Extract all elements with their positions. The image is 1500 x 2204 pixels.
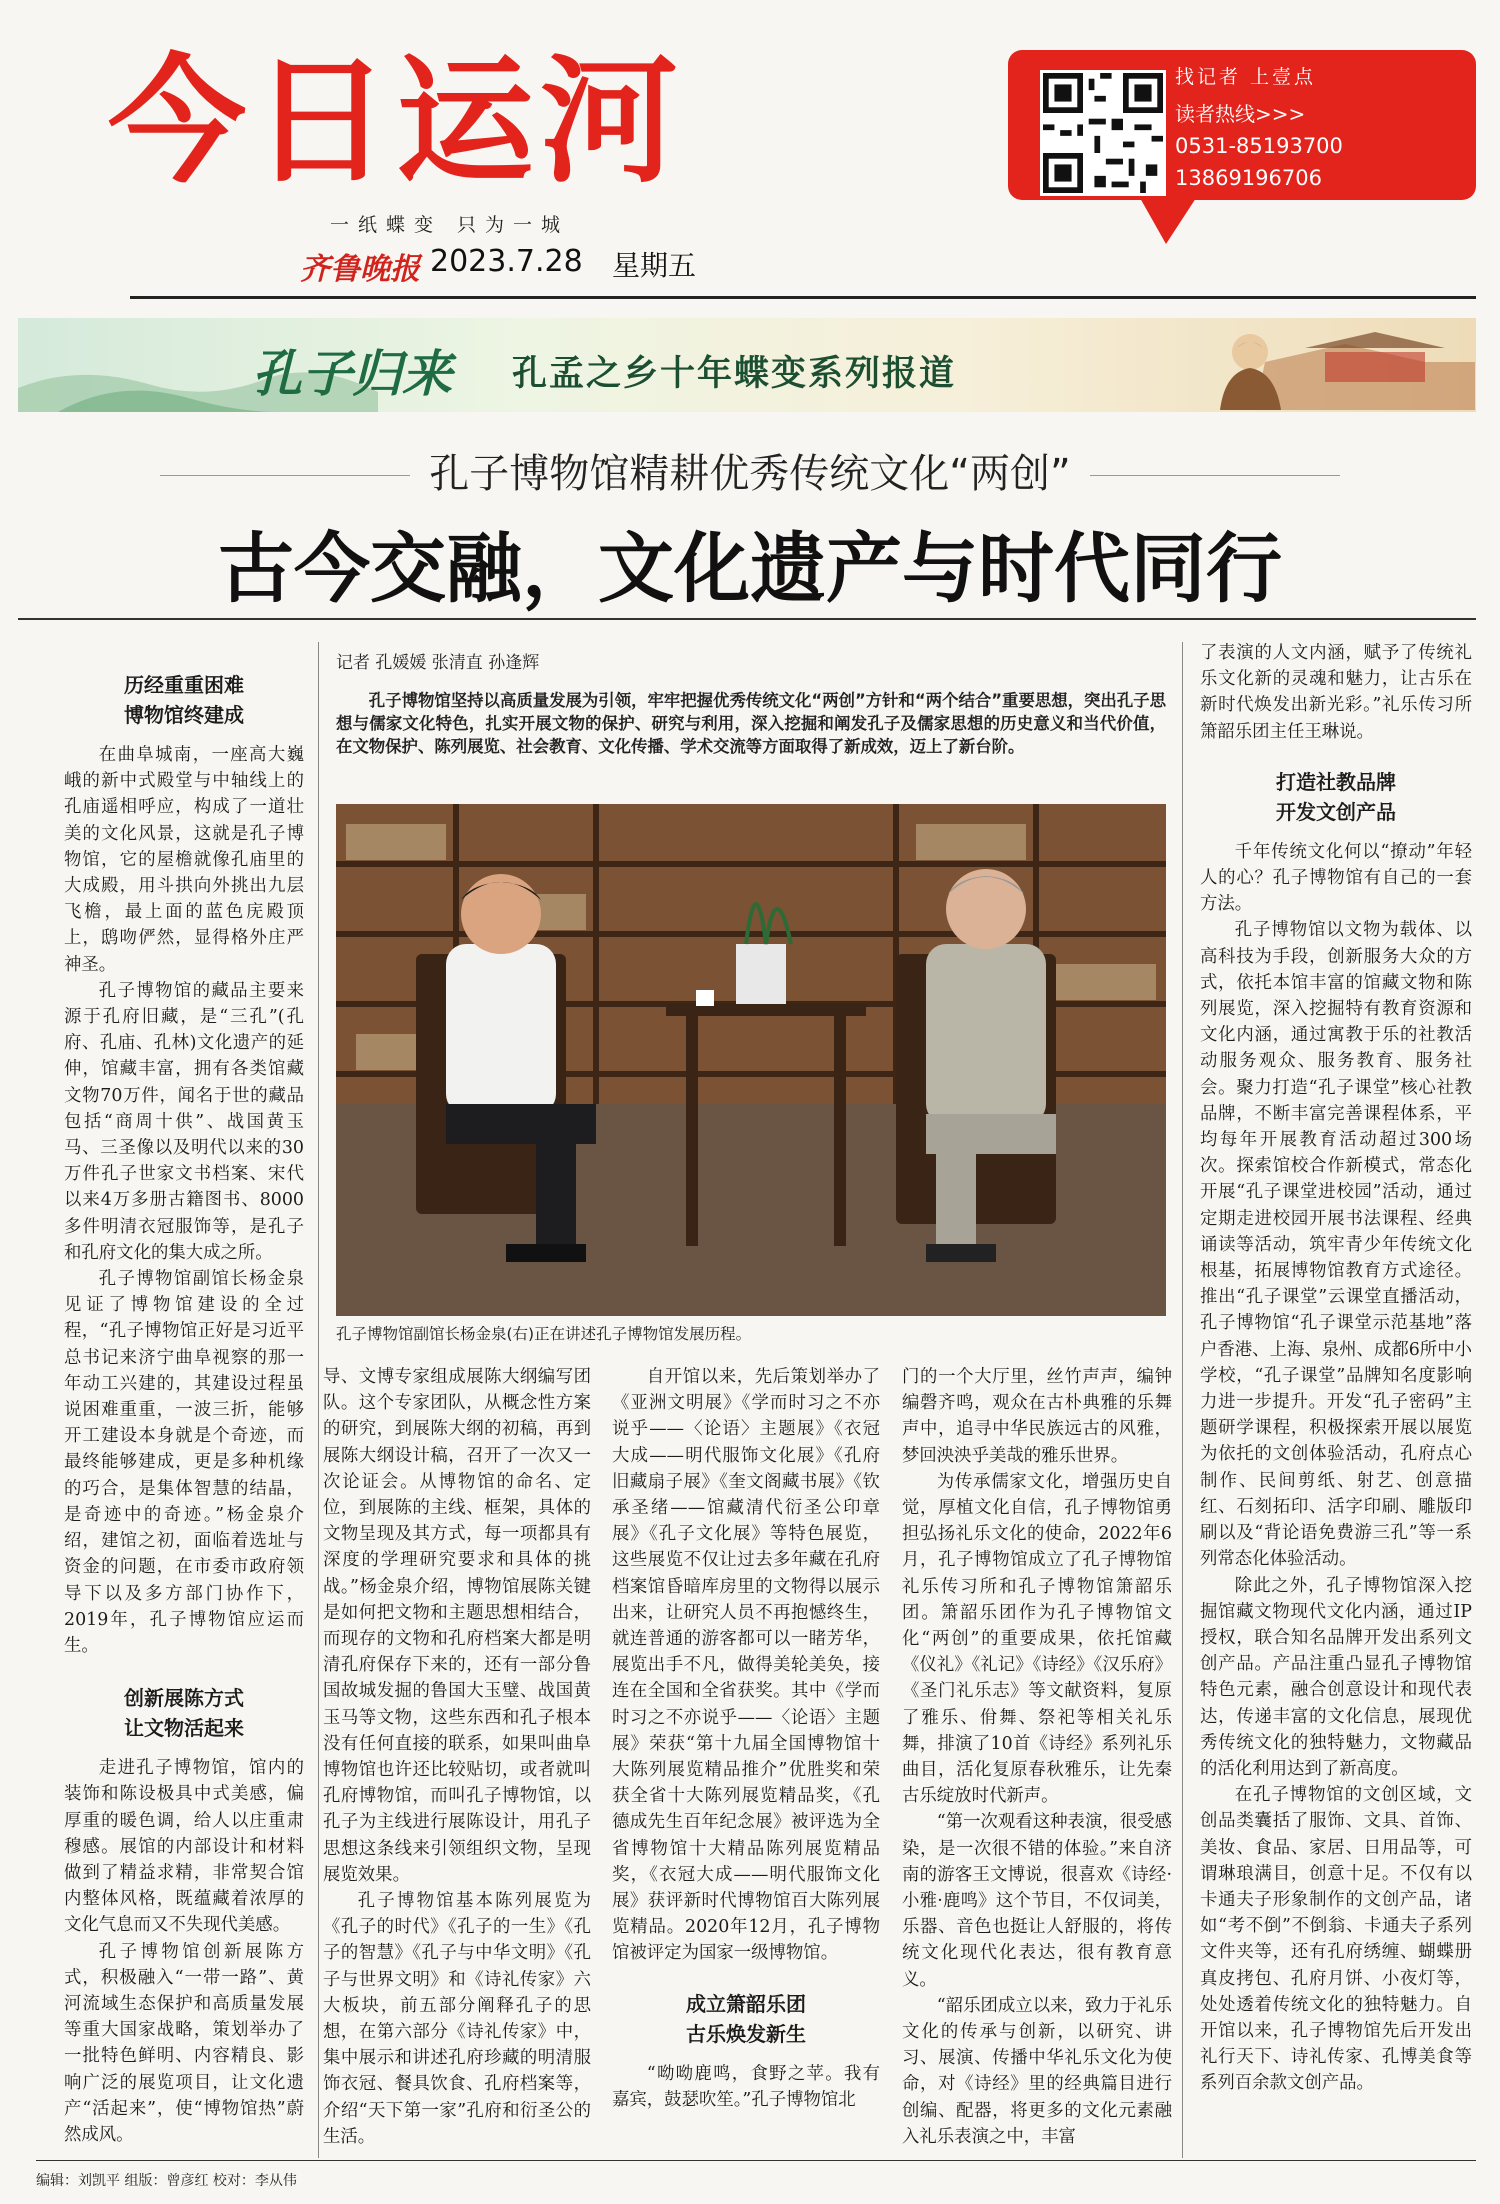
paragraph: 除此之外，孔子博物馆深入挖掘馆藏文物现代文化内涵，通过IP授权，联合知名品牌开发出系列文创产品。产品注重凸显孔子博物馆特色元素，融合创意设计和现代表达，传递丰富的文化信息，展现优秀传统文化的独特魅力，文物藏品的活化利用达到了新高度。 [1200,1575,1472,1779]
paragraph: 孔子博物馆以文物为载体、以高科技为手段，创新服务大众的方式，依托本馆丰富的馆藏文物和陈列展览，深入挖掘特有教育资源和文化内涵，通过寓教于乐的社教活动服务观众、服务教育、服务社会。聚力打造“孔子课堂”核心社教品牌，不断丰富完善课程体系，平均每年开展教育活动超过300场次。探索馆校合作新模式，常态化开展“孔子课堂进校园”活动，通过定期走进校园开展书法课程、经典诵读等活动，筑牢青少年传统文化根基，拓展博物馆教育方式途径。推出“孔子课堂”云课堂直播活动，孔子博物馆“孔子课堂示范基地”落户香港、上海、泉州、成都6所中小学校，“孔子课堂”品牌知名度影响力进一步提升。开发“孔子密码”主题研学课程，积极探索开展以展览为依托的文创体验活动，孔府点心制作、民间剪纸、射艺、创意描红、石刻拓印、活字印刷、雕版印刷以及“背论语免费游三孔”等一系列常态化体验活动。 [1200,920,1472,1570]
subhead-line: 成立箫韶乐团 [686,1991,806,2016]
paragraph: 孔子博物馆基本陈列展览为《孔子的时代》《孔子的一生》《孔子的智慧》《孔子与中华文明》《孔子与世界文明》和《诗礼传家》六大板块，前五部分阐释孔子的思想，在第六部分《诗礼传家》中，集中展示和讲述孔府珍藏的明清服饰衣冠、餐具饮食、孔府档案等，介绍“天下第一家”孔府和衍圣公的生活。 [323,1891,591,2147]
column-2 [323,1364,591,2154]
hotline-phone-1[interactable]: 0531-85193700 [1175,134,1343,158]
column-3 [612,1364,880,2154]
column-divider [1182,642,1183,2158]
column-divider [318,642,319,2158]
paragraph: 孔子博物馆的藏品主要来源于孔府旧藏，是“三孔”(孔府、孔庙、孔林)文化遗产的延伸，馆藏丰富，拥有各类馆藏文物70万件，闻名于世的藏品包括“商周十供”、战国黄玉马、三圣像以及明代以来的30万件孔子世家文书档案、宋代以来4万多册古籍图书、8000多件明清衣冠服饰等，是孔子和孔府文化的集大成之所。 [64,980,304,1263]
paragraph: 门的一个大厅里，丝竹声声，编钟编磬齐鸣，观众在古朴典雅的乐舞声中，追寻中华民族远古的风雅，梦回泱泱乎美哉的雅乐世界。 [902,1367,1172,1466]
masthead-title: 今日运河 [108,41,685,202]
footer-rule [36,2160,1476,2161]
paragraph: 了表演的人文内涵，赋予了传统礼乐文化新的灵魂和魅力，让古乐在新时代焕发出新光彩。”礼乐传习所箫韶乐团主任王琳说。 [1200,643,1472,742]
footer-credits: 编辑：刘凯平 组版：曾彦红 校对：李从伟 [36,2173,297,2189]
subhead-line: 古乐焕发新生 [686,2021,806,2046]
masthead-slogan: 一纸蝶变 只为一城 [330,214,570,236]
hotline-speech-tail [1140,198,1196,244]
subhead-line: 让文物活起来 [124,1716,244,1741]
paragraph [64,2148,304,2150]
subhead-line: 开发文创产品 [1276,799,1396,824]
subhead-line: 博物馆终建成 [124,703,244,727]
paper-name-logo: 齐鲁晚报 [300,252,420,287]
paragraph: 走进孔子博物馆，馆内的装饰和陈设极具中式美感，偏厚重的暖色调，给人以庄重肃穆感。展馆的内部设计和材料做到了精益求精，非常契合馆内整体风格，既蕴藏着浓厚的文化气息而又不失现代美感。 [64,1758,304,1936]
kicker-headline: 孔子博物馆精耕优秀传统文化“两创” [410,442,1090,499]
headline-divider [18,618,1476,620]
main-headline: 古今交融，文化遗产与时代同行 [218,524,1282,613]
paragraph: “韶乐团成立以来，致力于礼乐文化的传承与创新，以研究、讲习、展演、传播中华礼乐文化为使命，对《诗经》里的经典篇目进行创编、配器，将更多的文化元素融入礼乐表演之中，丰富 [902,1995,1172,2147]
column-4 [902,1364,1172,2154]
paragraph: 自开馆以来，先后策划举办了《亚洲文明展》《学而时习之不亦说乎——〈论语〉主题展》《衣冠大成——明代服饰文化展》《孔府旧藏扇子展》《奎文阁藏书展》《钦承圣绪——馆藏清代衍圣公印章展》《孔子文化展》等特色展览，这些展览不仅让过去多年藏在孔府档案馆昏暗库房里的文物得以展示出来，让研究人员不再抱憾终生，就连普通的游客都可以一睹芳华，展览出手不凡，做得美轮美奂，接连在全国和全省获奖。其中《学而时习之不亦说乎——〈论语〉主题展》荣获“第十九届全国博物馆十大陈列展览精品推介”优胜奖和荣获全省十大陈列展览精品奖，《孔德成先生百年纪念展》被评选为全省博物馆十大精品陈列展览精品奖，《衣冠大成——明代服饰文化展》获评新时代博物馆百大陈列展览精品。2020年12月，孔子博物馆被评定为国家一级博物馆。 [612,1367,880,1964]
confucius-temple-illustration [1195,322,1475,410]
interview-photo [336,804,1166,1316]
subhead-line: 创新展陈方式 [124,1686,244,1711]
paragraph: 导、文博专家组成展陈大纲编写团队。这个专家团队，从概念性方案的研究，到展陈大纲的初稿，再到展陈大纲设计稿，召开了一次又一次论证会。从博物馆的命名、定位，到展陈的主线、框架，具体的文物呈现及其方式，每一项都具有深度的学理研究要求和具体的挑战。”杨金泉介绍，博物馆展陈关键是如何把文物和主题思想相结合，而现存的文物和孔府档案大都是明清孔府保存下来的，还有一部分鲁国故城发掘的鲁国大玉璧、战国黄玉马等文物，这些东西和孔子根本没有任何直接的联系，如果叫曲阜博物馆也许还比较贴切，或者就叫孔府博物馆，而叫孔子博物馆，以孔子为主线进行展陈设计，用孔子思想这条线来引领组织文物，呈现展览效果。 [323,1367,591,1885]
hotline-find-reporter: 找记者 上壹点 [1175,66,1317,88]
paragraph: 千年传统文化何以“撩动”年轻人的心？孔子博物馆有自己的一套方法。 [1200,841,1472,915]
banner-script-title: 孔子归来 [252,344,452,403]
header-divider [130,296,1476,299]
photo-caption: 孔子博物馆副馆长杨金泉(右)正在讲述孔子博物馆发展历程。 [336,1325,752,1343]
paragraph: 在孔子博物馆的文创区域，文创品类囊括了服饰、文具、首饰、美妆、食品、家居、日用品等，可谓琳琅满目，创意十足。不仅有以卡通夫子形象制作的文创产品，诸如“考不倒”不倒翁、卡通夫子系列文件夹等，还有孔府绣缠、蝴蝶册真皮拷包、孔府月饼、小夜灯等，处处透着传统文化的独特魅力。自开馆以来，孔子博物馆先后开发出礼行天下、诗礼传家、孔博美食等系列百余款文创产品。 [1200,1785,1472,2094]
hotline-phone-2[interactable]: 13869196706 [1175,166,1322,190]
byline: 记者 孔媛媛 张清直 孙逢辉 [336,653,540,673]
subhead-line: 历经重重困难 [124,673,244,697]
issue-date: 2023.7.28 [430,244,583,279]
column-5 [1200,640,1472,2152]
lede-text: 孔子博物馆坚持以高质量发展为引领，牢牢把握优秀传统文化“两创”方针和“两个结合”重要思想，突出孔子思想与儒家文化特色，扎实开展文物的保护、研究与利用，深入挖掘和阐发孔子及儒家思想的历史意义和当代价值，在文物保护、陈列展览、社会教育、文化传播、学术交流等方面取得了新成效，迈上了新台阶。 [336,691,1166,756]
paragraph: “呦呦鹿鸣，食野之苹。我有嘉宾，鼓瑟吹笙。”孔子博物馆北 [612,2063,880,2110]
hotline-label: 读者热线>>> [1175,102,1306,126]
banner-series-title: 孔孟之乡十年蝶变系列报道 [512,354,957,394]
qr-code-icon[interactable] [1040,70,1166,196]
paragraph: 为传承儒家文化，增强历史自觉，厚植文化自信，孔子博物馆勇担弘扬礼乐文化的使命，2022年6月，孔子博物馆成立了孔子博物馆礼乐传习所和孔子博物馆箫韶乐团。箫韶乐团作为孔子博物馆文化“两创”的重要成果，依托馆藏《仪礼》《礼记》《诗经》《汉乐府》《圣门礼乐志》等文献资料，复原了雅乐、佾舞、祭祀等相关礼乐舞，排演了10首《诗经》系列礼乐曲目，活化复原春秋雅乐，让先秦古乐绽放时代新声。 [902,1471,1172,1807]
issue-weekday: 星期五 [612,249,697,282]
column-1 [64,660,304,2150]
subhead-line: 打造社教品牌 [1276,769,1396,794]
paragraph: “第一次观看这种表演，很受感染，是一次很不错的体验。”来自济南的游客王文博说，很喜欢《诗经·小雅·鹿鸣》这个节目，不仅词美，乐器、音色也挺让人舒服的，将传统文化现代化表达，很有教育意义。 [902,1812,1172,1990]
paragraph: 孔子博物馆副馆长杨金泉见证了博物馆建设的全过程，“孔子博物馆正好是习近平总书记来济宁曲阜视察的那一年动工兴建的，其建设过程虽说困难重重，一波三折，能够开工建设本身就是个奇迹，而最终能够建成，更是多种机缘的巧合，是集体智慧的结晶，是奇迹中的奇迹。”杨金泉介绍，建馆之初，面临着选址与资金的问题，在市委市政府领导下以及多方部门协作下，2019年，孔子博物馆应运而生。 [64,1269,304,1656]
paragraph: 孔子博物馆创新展陈方式，积极融入“一带一路”、黄河流域生态保护和高质量发展等重大国家战略，策划举办了一批特色鲜明、内容精良、影响广泛的展览项目，让文化遗产“活起来”，使“博物馆热”蔚然成风。 [64,1941,304,2145]
lede-paragraph [336,690,1166,798]
paragraph: 在曲阜城南，一座高大巍峨的新中式殿堂与中轴线上的孔庙遥相呼应，构成了一道壮美的文化风景，这就是孔子博物馆，它的屋檐就像孔庙里的大成殿，用斗拱向外挑出九层飞檐，最上面的蓝色庑殿顶上，鸱吻俨然，显得格外庄严神圣。 [64,745,304,975]
